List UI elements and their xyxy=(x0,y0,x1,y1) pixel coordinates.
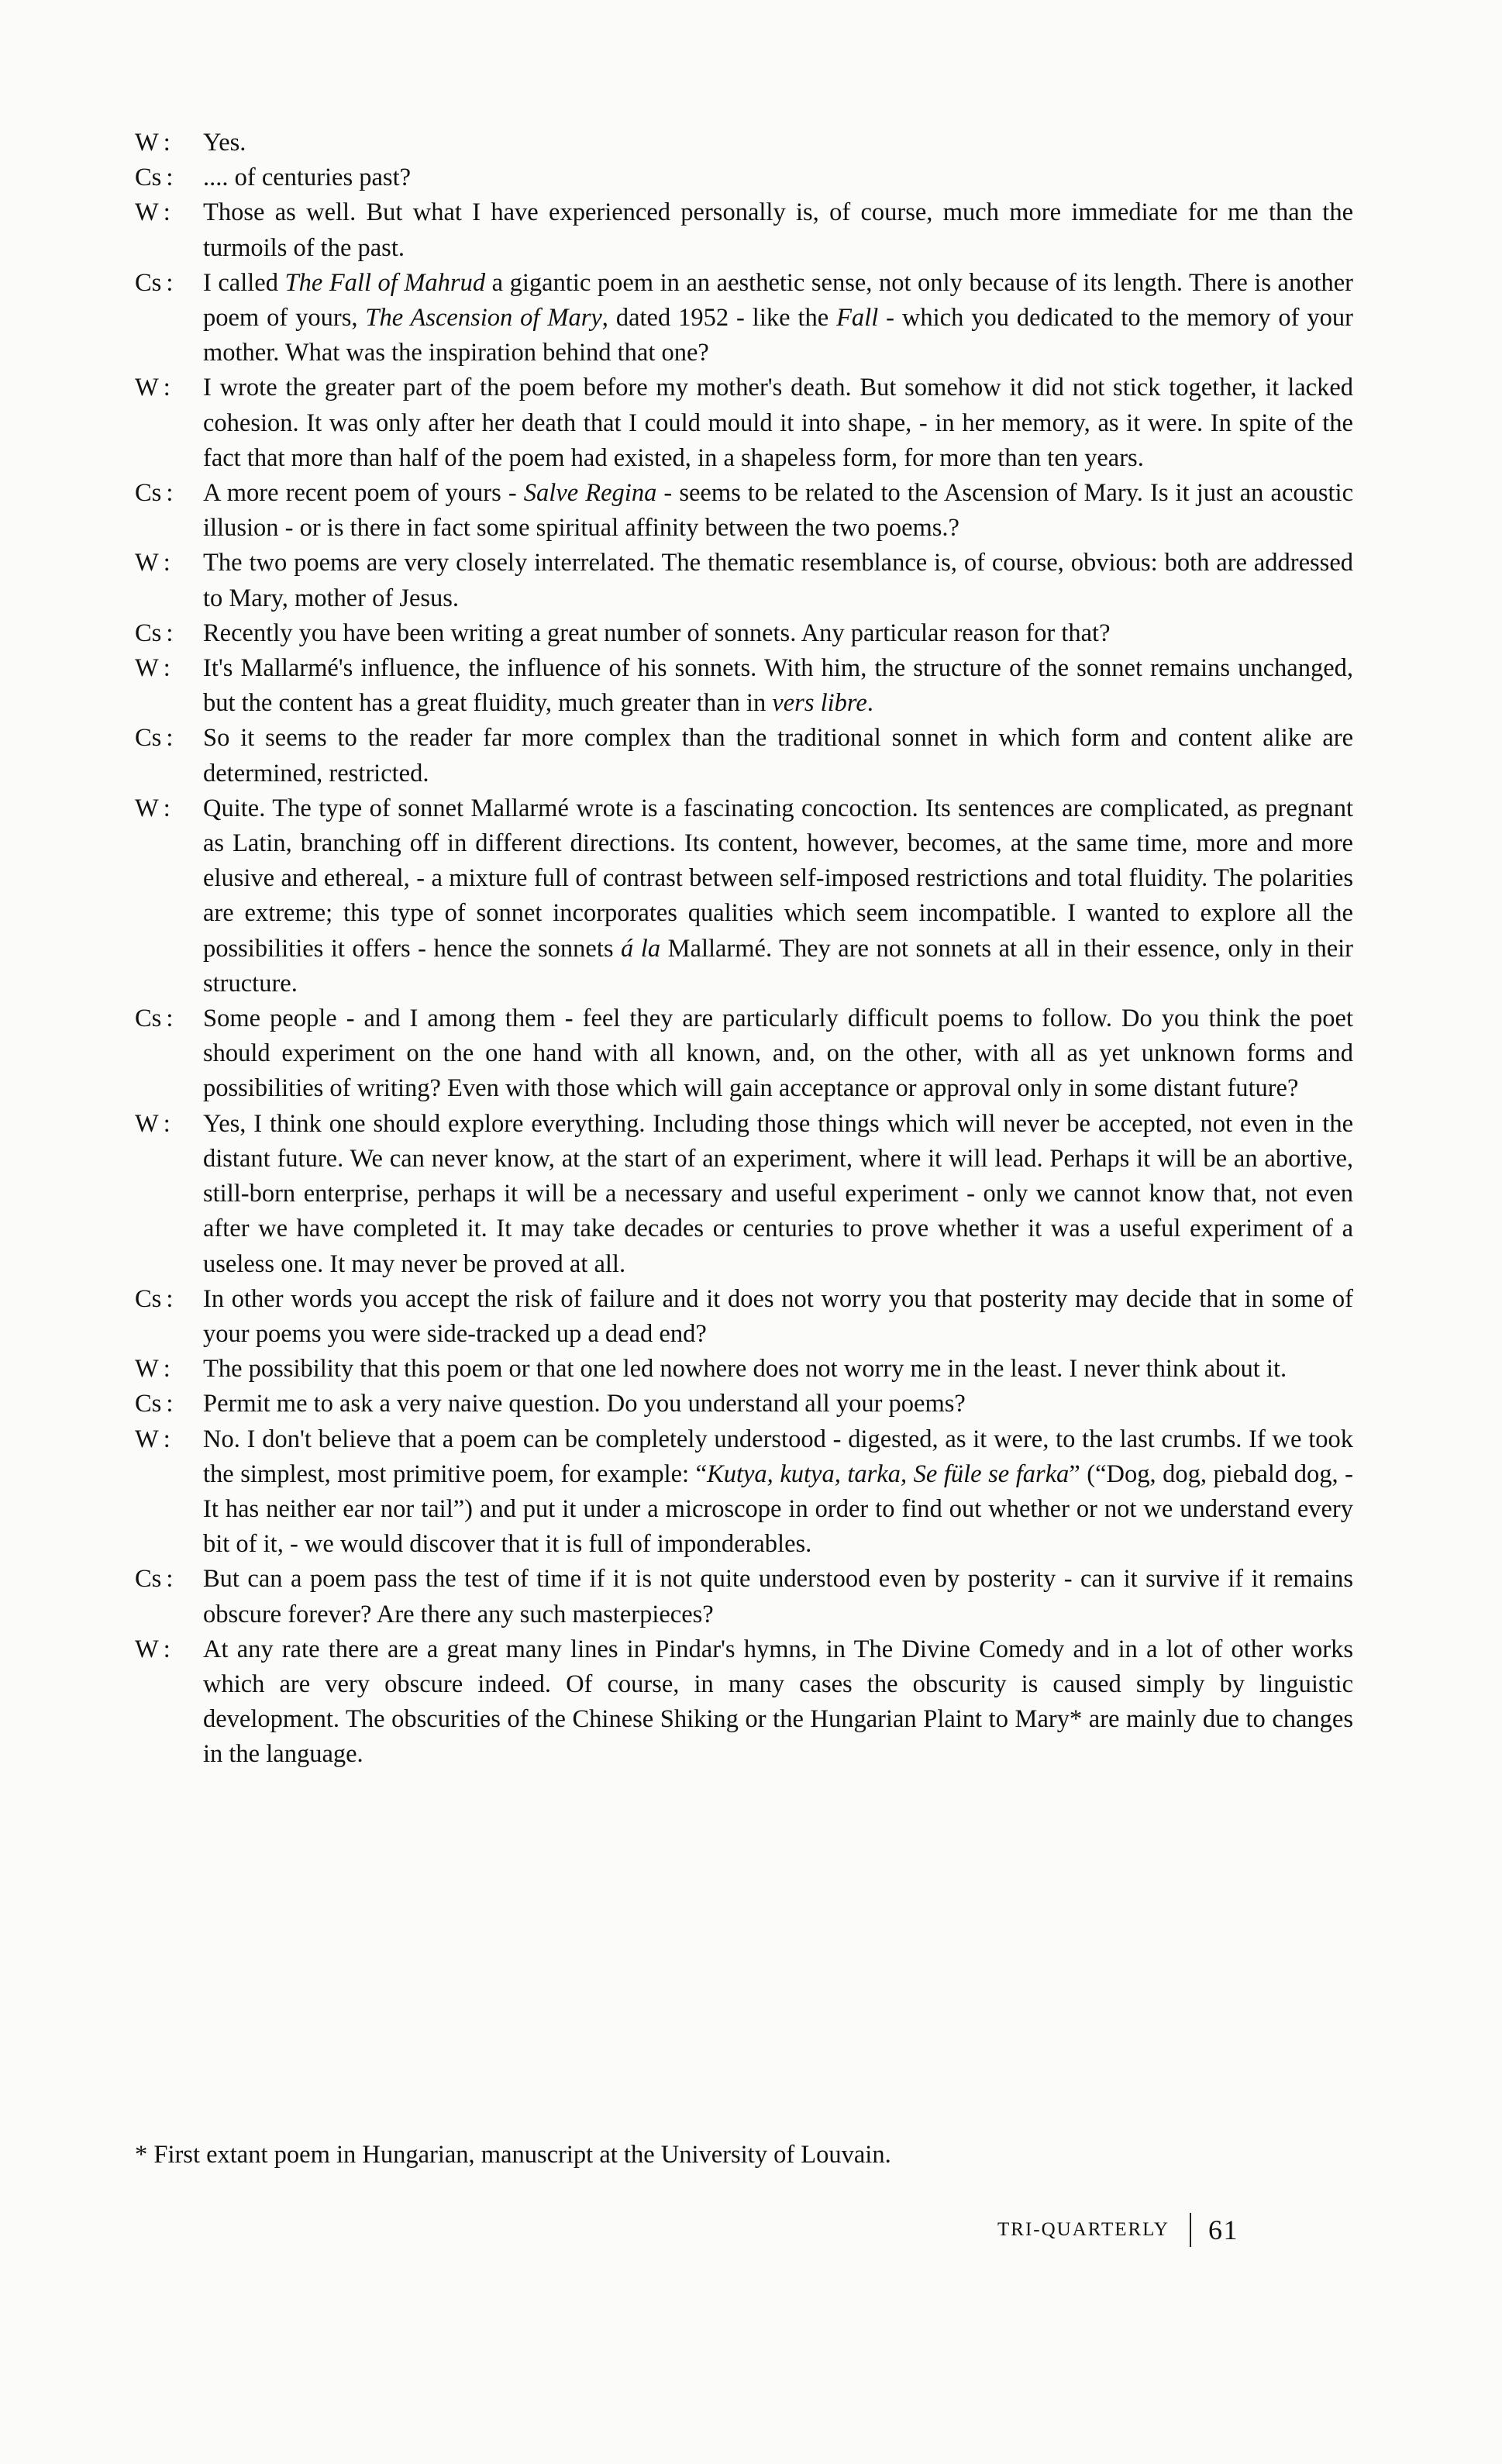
speech-run: Quite. The type of sonnet Mallarmé wrote is a fascinating concoction. Its sentences are complicated, as pregnant as Latin, branching off in different directions. Its content, however, becomes, at the same time, more and more elusive and ethereal, - a mixture full of contrast between self-imposed restrictions and total fluidity. The polarities are extreme; this type of sonnet incorporates qualities which seem incompatible. I wanted to explore all the possibilities it offers - hence the sonnets xyxy=(203,794,1353,963)
speaker-colon: : xyxy=(166,1390,174,1418)
dialogue-entry xyxy=(135,1562,1353,1632)
speaker-label xyxy=(135,651,203,686)
speaker-colon: : xyxy=(166,1284,174,1313)
speaker-label xyxy=(135,721,203,756)
speaker-name: W xyxy=(135,1109,159,1138)
speech-text xyxy=(203,791,1353,1001)
speaker-name: Cs xyxy=(135,1284,162,1313)
speech-text xyxy=(203,126,1353,160)
italic-title-text: The Ascension of Mary xyxy=(365,304,602,333)
speech-run: Permit me to ask a very naive question. Do you understand all your poems? xyxy=(203,1390,966,1418)
speaker-label xyxy=(135,126,203,160)
speech-run: The two poems are very closely interrelated. The thematic resemblance is, of course, obvious: both are addressed to Mary, mother of Jesus. xyxy=(203,549,1353,612)
speech-text xyxy=(203,1387,1353,1422)
speaker-label xyxy=(135,1001,203,1036)
speech-run: . xyxy=(866,689,873,718)
speech-run: Those as well. But what I have experienced personally is, of course, much more immediate for me than the turmoils of the past. xyxy=(203,198,1353,262)
speaker-colon: : xyxy=(166,724,174,753)
speaker-name: W xyxy=(135,794,159,822)
speech-run: But can a poem pass the test of time if it is not quite understood even by posterity - can it survive if it remains obscure forever? Are there any such masterpieces? xyxy=(203,1565,1353,1628)
speaker-label xyxy=(135,1562,203,1597)
speech-text xyxy=(203,1352,1353,1387)
dialogue-entry xyxy=(135,476,1353,546)
speaker-name: Cs xyxy=(135,1390,162,1418)
speaker-colon: : xyxy=(163,1425,171,1453)
speech-text xyxy=(203,1422,1353,1563)
speech-run: Some people - and I among them - feel they are particularly difficult poems to follow. Do you think the poet should experiment on the one hand with all known, and, on the other, with all as yet unknown forms and possibilities of writing? Even with those which will gain acceptance or approval only in some distant future? xyxy=(203,1005,1353,1103)
speech-run: It's Mallarmé's influence, the influence of his sonnets. With him, the structure of the sonnet remains unchanged, but the content has a great fluidity, much greater than in xyxy=(203,654,1353,718)
speech-run: - seems to be related to the Ascension of Mary. Is it just an acoustic illusion - or is there in fact some spiritual affinity between the two poems.? xyxy=(203,479,1354,543)
speech-run: I called xyxy=(203,268,285,297)
speech-text xyxy=(203,721,1353,791)
speech-run: , dated 1952 - like the xyxy=(601,304,837,333)
speaker-colon: : xyxy=(163,198,171,227)
speaker-name: W xyxy=(135,1425,159,1453)
speech-text xyxy=(203,1632,1353,1773)
speaker-name: W xyxy=(135,129,159,157)
speaker-colon: : xyxy=(163,654,171,683)
speaker-name: Cs xyxy=(135,1005,162,1033)
speaker-label xyxy=(135,370,203,405)
speaker-colon: : xyxy=(166,479,174,508)
speech-text xyxy=(203,195,1353,265)
speaker-name: W xyxy=(135,374,159,402)
dialogue-entry xyxy=(135,195,1353,265)
speaker-name: Cs xyxy=(135,724,162,753)
italic-title-text: Salve Regina xyxy=(523,479,657,508)
dialogue-entry xyxy=(135,1282,1353,1352)
speech-text xyxy=(203,1001,1353,1107)
speech-run: .... of centuries past? xyxy=(203,164,412,192)
page-footer xyxy=(997,2213,1238,2247)
speaker-label xyxy=(135,1422,203,1457)
speech-text xyxy=(203,1282,1353,1352)
dialogue-entry xyxy=(135,126,1353,160)
speaker-colon: : xyxy=(166,1565,174,1594)
speaker-label xyxy=(135,476,203,511)
italic-title-text: Fall xyxy=(836,304,879,333)
speech-run: No. I don't believe that a poem can be completely understood - digested, as it were, to the last crumbs. If we took the simplest, most primitive poem, for example: “ xyxy=(203,1425,1353,1488)
interview-dialogue xyxy=(135,126,1353,1773)
dialogue-entry xyxy=(135,370,1353,476)
speaker-label xyxy=(135,1107,203,1142)
italic-title-text: á la xyxy=(621,934,661,963)
speech-text xyxy=(203,476,1353,546)
dialogue-entry xyxy=(135,616,1353,651)
speech-text xyxy=(203,370,1353,476)
journal-title: TRI-QUARTERLY xyxy=(997,2219,1170,2240)
dialogue-entry xyxy=(135,721,1353,791)
speech-run: So it seems to the reader far more complex than the traditional sonnet in which form and content alike are determined, restricted. xyxy=(203,724,1353,787)
dialogue-entry xyxy=(135,651,1353,721)
dialogue-entry xyxy=(135,266,1353,371)
dialogue-entry xyxy=(135,160,1353,195)
speaker-name: Cs xyxy=(135,268,162,297)
speaker-label xyxy=(135,1632,203,1667)
speaker-name: Cs xyxy=(135,1565,162,1594)
dialogue-entry xyxy=(135,1422,1353,1563)
speaker-colon: : xyxy=(163,1109,171,1138)
speaker-name: Cs xyxy=(135,479,162,508)
speaker-label xyxy=(135,546,203,581)
speech-text xyxy=(203,546,1353,615)
speech-run: Mallarmé. They are not sonnets at all in their essence, only in their structure. xyxy=(203,934,1353,998)
italic-title-text: The Fall of Mahrud xyxy=(284,268,486,297)
speaker-name: W xyxy=(135,198,159,227)
speech-text xyxy=(203,1107,1353,1282)
speaker-colon: : xyxy=(163,374,171,402)
speaker-label xyxy=(135,195,203,230)
speech-text xyxy=(203,1562,1353,1632)
speech-run: a gigantic poem in an aesthetic sense, not only because of its length. There is another poem of yours, xyxy=(203,268,1353,333)
speaker-label xyxy=(135,160,203,195)
speech-run: A more recent poem of yours - xyxy=(203,479,524,508)
speaker-colon: : xyxy=(163,794,171,822)
speech-text xyxy=(203,616,1353,651)
speech-text xyxy=(203,160,1353,195)
italic-title-text: Kutya, kutya, tarka, Se füle se farka xyxy=(707,1459,1070,1488)
speaker-name: W xyxy=(135,654,159,683)
speaker-label xyxy=(135,616,203,651)
dialogue-entry xyxy=(135,1632,1353,1773)
speaker-colon: : xyxy=(163,129,171,157)
speaker-label xyxy=(135,1282,203,1317)
speaker-name: W xyxy=(135,549,159,577)
speech-text xyxy=(203,266,1353,371)
dialogue-entry xyxy=(135,546,1353,615)
speech-run: Recently you have been writing a great number of sonnets. Any particular reason for that? xyxy=(203,619,1111,647)
speaker-name: Cs xyxy=(135,619,162,647)
speech-run: The possibility that this poem or that one led nowhere does not worry me in the least. I never think about it. xyxy=(203,1355,1287,1384)
speaker-colon: : xyxy=(163,549,171,577)
speech-run: Yes, I think one should explore everything. Including those things which will never be accepted, not even in the distant future. We can never know, at the start of an experiment, where it will lead. Perhaps it will be an abortive, still-born enterprise, perhaps it will be a necessary and useful experiment - only we cannot know that, not even after we have completed it. It may take decades or centuries to prove whether it was a useful experiment of a useless one. It may never be proved at all. xyxy=(203,1109,1353,1278)
speaker-colon: : xyxy=(166,268,174,297)
speaker-label xyxy=(135,1352,203,1387)
speech-run: Yes. xyxy=(203,129,246,157)
speech-run: ” (“Dog, dog, piebald dog, - It has neither ear nor tail”) and put it under a microscope in order to find out whether or not we understand every bit of it, - we would discover that it is full of imponderables. xyxy=(203,1459,1353,1559)
dialogue-entry xyxy=(135,1387,1353,1422)
speaker-label xyxy=(135,791,203,826)
dialogue-entry xyxy=(135,1107,1353,1282)
dialogue-entry xyxy=(135,1352,1353,1387)
page-number: 61 xyxy=(1208,2214,1238,2245)
speaker-colon: : xyxy=(163,1355,171,1384)
speech-run: In other words you accept the risk of failure and it does not worry you that posterity may decide that in some of your poems you were side-tracked up a dead end? xyxy=(203,1284,1353,1348)
speaker-colon: : xyxy=(163,1635,171,1663)
speaker-colon: : xyxy=(166,164,174,192)
speech-text xyxy=(203,651,1353,721)
footnote: * First extant poem in Hungarian, manuscript at the University of Louvain. xyxy=(135,2141,891,2169)
speaker-label xyxy=(135,1387,203,1422)
speaker-name: Cs xyxy=(135,164,162,192)
speaker-colon: : xyxy=(166,1005,174,1033)
speech-run: I wrote the greater part of the poem before my mother's death. But somehow it did not stick together, it lacked cohesion. It was only after her death that I could mould it into shape, - in her memory, as it were. In spite of the fact that more than half of the poem had existed, in a shapeless form, for more than ten years. xyxy=(203,374,1353,472)
speaker-name: W xyxy=(135,1635,159,1663)
speaker-name: W xyxy=(135,1355,159,1384)
speaker-label xyxy=(135,266,203,301)
dialogue-entry xyxy=(135,1001,1353,1107)
speech-run: - which you dedicated to the memory of your mother. What was the inspiration behind that one? xyxy=(203,304,1353,367)
speech-run: At any rate there are a great many lines in Pindar's hymns, in The Divine Comedy and in a lot of other works which are very obscure indeed. Of course, in many cases the obscurity is caused simply by linguistic development. The obscurities of the Chinese Shiking or the Hungarian Plaint to Mary* are mainly due to changes in the language. xyxy=(203,1635,1353,1769)
footer-divider xyxy=(1190,2213,1191,2247)
italic-title-text: vers libre xyxy=(772,689,867,718)
speaker-colon: : xyxy=(166,619,174,647)
dialogue-entry xyxy=(135,791,1353,1001)
